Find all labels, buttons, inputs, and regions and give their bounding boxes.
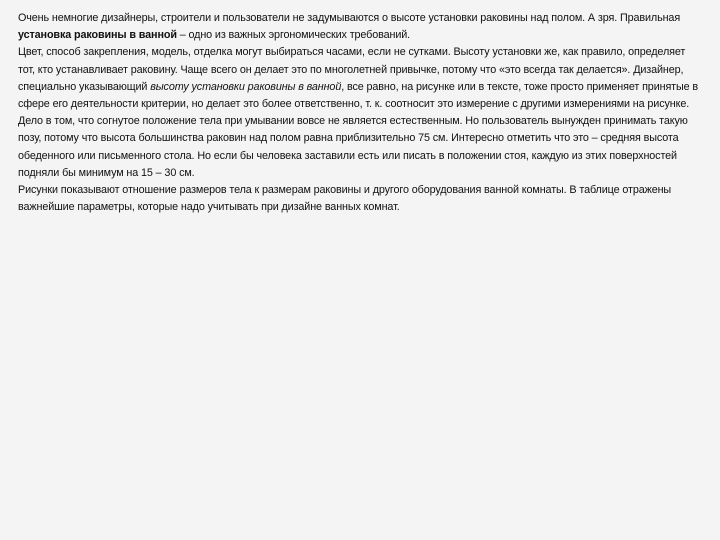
sink-height-italic-term: высоту установки раковины в ванной — [150, 80, 342, 93]
paragraph-installation-text-1: Цвет, способ закрепления, модель, отделка могут выбираться часами, если не сутками. Высоту установки же, как правило, определяет тот, кто устанавливает раковину. Чаще всего он делает это по многолетней привычке, потому что «это всегда так делается». Дизайнер, специально указывающий — [18, 46, 686, 93]
paragraph-intro-text-1: Очень немногие дизайнеры, строители и пользователи не задумываются о высоте установки раковины над полом. А зря. Правильная — [18, 12, 681, 24]
paragraph-figures-table: Рисунки показывают отношение размеров тела к размерам раковины и другого оборудования ванной комнаты. В таблице отражены важнейшие параметры, которые надо учитывать при дизайне ванных комнат. — [18, 184, 672, 214]
paragraph-installation-text-2: , все равно, на рисунке или в тексте, тоже просто применяет принятые в сфере его деятельности критерии, но делает это более ответственно, т. к. соотносит это измерение с другими измерениями на рисунке. — [18, 80, 699, 111]
paragraph-installation-height — [18, 44, 702, 113]
paragraph-intro — [18, 10, 702, 44]
sink-installation-bold-term: установка раковины в ванной — [18, 29, 177, 42]
document-body — [18, 10, 702, 216]
paragraph-intro-text-2: – одно из важных эргономических требований. — [176, 29, 411, 42]
paragraph-body-posture: Дело в том, что согнутое положение тела при умывании вовсе не является естественным. Но пользователь вынужден принимать такую позу, потому что высота большинства раковин над полом равна приблизительно 75 см. Интересно отметить что это – средняя высота обеденного или письменного стола. Но если бы человека заставили есть или писать в положении стоя, каждую из этих поверхностей подняли бы минимум на 15 – 30 см. — [18, 115, 688, 179]
